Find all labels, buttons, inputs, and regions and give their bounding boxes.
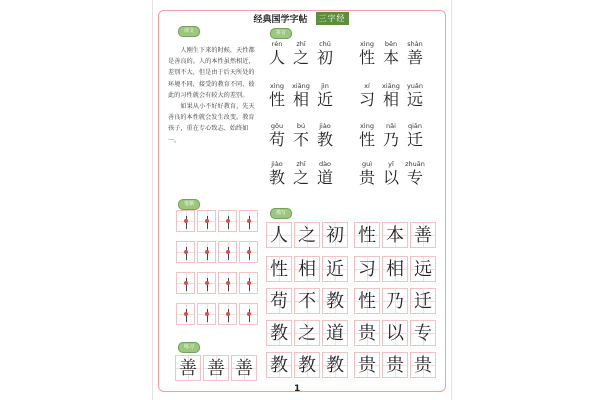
pinyin-cell bbox=[313, 40, 337, 66]
character-text: 本 bbox=[382, 48, 399, 67]
pinyin-text: zhī bbox=[296, 160, 306, 168]
writing-group-right bbox=[354, 288, 436, 314]
stroke-start-dot bbox=[205, 312, 209, 316]
pinyin-text: xìng bbox=[360, 40, 374, 48]
writing-group-left bbox=[266, 352, 348, 378]
pinyin-group-right bbox=[355, 122, 427, 148]
stroke-cell bbox=[197, 210, 216, 232]
character-text: 性 bbox=[358, 48, 375, 67]
pinyin-text: xìng bbox=[360, 122, 374, 130]
repeat-practice-row bbox=[175, 355, 257, 381]
writing-cell: 善 bbox=[203, 355, 229, 381]
writing-cell: 近 bbox=[322, 256, 348, 282]
pinyin-cell bbox=[313, 160, 337, 186]
writing-group-left bbox=[266, 256, 348, 282]
stroke-start-dot bbox=[226, 281, 230, 285]
character-text: 近 bbox=[316, 90, 333, 109]
character-text: 迁 bbox=[406, 130, 423, 149]
pinyin-text: zhī bbox=[296, 40, 306, 48]
writing-cell: 教 bbox=[266, 320, 292, 346]
pinyin-text: xiāng bbox=[292, 82, 310, 90]
pinyin-cell bbox=[403, 160, 427, 186]
pinyin-text: zhuān bbox=[405, 160, 425, 168]
stroke-row bbox=[176, 303, 258, 325]
pinyin-text: jìn bbox=[321, 82, 329, 90]
writing-cell: 迁 bbox=[410, 288, 436, 314]
pinyin-cell bbox=[289, 82, 313, 108]
pinyin-text: chū bbox=[319, 40, 331, 48]
stroke-row bbox=[176, 210, 258, 232]
pinyin-cell bbox=[379, 122, 403, 148]
pinyin-cell bbox=[355, 40, 379, 66]
pinyin-cell bbox=[313, 122, 337, 148]
character-text: 道 bbox=[316, 168, 333, 187]
writing-group-right bbox=[354, 352, 436, 378]
repeat-section-badge: 练习 bbox=[178, 342, 200, 353]
character-text: 苟 bbox=[268, 130, 285, 149]
pinyin-cell bbox=[289, 40, 313, 66]
stroke-cell bbox=[239, 272, 258, 294]
pinyin-cell bbox=[313, 82, 337, 108]
pinyin-cell bbox=[265, 160, 289, 186]
stroke-start-dot bbox=[184, 281, 188, 285]
pinyin-cell bbox=[379, 160, 403, 186]
pinyin-text: qiān bbox=[407, 122, 423, 130]
pinyin-cell bbox=[403, 82, 427, 108]
writing-cell: 贵 bbox=[410, 352, 436, 378]
character-text: 人 bbox=[268, 48, 285, 67]
writing-group-right bbox=[354, 320, 436, 346]
writing-group-left bbox=[266, 222, 348, 248]
stroke-start-dot bbox=[247, 281, 251, 285]
stroke-cell bbox=[239, 303, 258, 325]
stroke-start-dot bbox=[184, 312, 188, 316]
character-text: 远 bbox=[406, 90, 423, 109]
pinyin-text: shàn bbox=[407, 40, 423, 48]
writing-cell: 教 bbox=[322, 288, 348, 314]
pinyin-group-left bbox=[265, 82, 337, 108]
pinyin-text: jiào bbox=[319, 122, 331, 130]
pinyin-cell bbox=[355, 160, 379, 186]
character-text: 之 bbox=[292, 48, 309, 67]
pinyin-group-right bbox=[355, 82, 427, 108]
page-header bbox=[158, 8, 444, 26]
character-text: 乃 bbox=[382, 130, 399, 149]
stroke-cell bbox=[197, 303, 216, 325]
writing-cell: 本 bbox=[382, 222, 408, 248]
character-text: 之 bbox=[292, 168, 309, 187]
copy-section-badge: 描写 bbox=[270, 208, 292, 219]
stroke-row bbox=[176, 241, 258, 263]
book-subtitle: 三字经 bbox=[316, 12, 349, 25]
pinyin-text: xìng bbox=[270, 82, 284, 90]
character-text: 性 bbox=[268, 90, 285, 109]
stroke-cell bbox=[176, 272, 195, 294]
pinyin-text: nǎi bbox=[386, 122, 396, 130]
explanation-paragraph: 如果从小不好好教育，先天善良的本性就会发生改变。教育孩子，重在专心致志、始终如一。 bbox=[168, 103, 255, 144]
writing-cell: 相 bbox=[294, 256, 320, 282]
pinyin-text: xí bbox=[364, 82, 370, 90]
pinyin-cell bbox=[379, 40, 403, 66]
writing-cell: 苟 bbox=[266, 288, 292, 314]
stroke-start-dot bbox=[247, 312, 251, 316]
writing-cell: 贵 bbox=[354, 352, 380, 378]
character-text: 教 bbox=[268, 168, 285, 187]
writing-group-left bbox=[266, 288, 348, 314]
pinyin-text: xiāng bbox=[382, 82, 400, 90]
pinyin-text: dào bbox=[318, 160, 332, 168]
character-text: 善 bbox=[406, 48, 423, 67]
pinyin-text: gǒu bbox=[270, 122, 284, 130]
explanation-text bbox=[168, 45, 258, 146]
pinyin-cell bbox=[289, 122, 313, 148]
stroke-start-dot bbox=[247, 219, 251, 223]
pinyin-text: jiào bbox=[271, 160, 283, 168]
writing-cell: 远 bbox=[410, 256, 436, 282]
stroke-practice-badge: 笔顺 bbox=[178, 199, 200, 210]
pinyin-group-right bbox=[355, 160, 427, 186]
writing-cell: 贵 bbox=[354, 320, 380, 346]
pinyin-cell bbox=[403, 40, 427, 66]
stroke-cell bbox=[218, 241, 237, 263]
writing-cell: 乃 bbox=[382, 288, 408, 314]
writing-cell: 不 bbox=[294, 288, 320, 314]
character-text: 性 bbox=[358, 130, 375, 149]
stroke-cell bbox=[218, 272, 237, 294]
character-text: 教 bbox=[316, 130, 333, 149]
writing-cell: 贵 bbox=[382, 352, 408, 378]
writing-cell: 性 bbox=[354, 222, 380, 248]
stroke-start-dot bbox=[226, 219, 230, 223]
pinyin-text: guì bbox=[361, 160, 373, 168]
writing-cell: 相 bbox=[382, 256, 408, 282]
writing-cell: 习 bbox=[354, 256, 380, 282]
character-text: 贵 bbox=[358, 168, 375, 187]
writing-cell: 善 bbox=[231, 355, 257, 381]
character-text: 相 bbox=[382, 90, 399, 109]
pinyin-group-left bbox=[265, 40, 337, 66]
character-text: 习 bbox=[358, 90, 375, 109]
explanation-paragraph: 人刚生下来的时候，天性都是善良的。人的本性虽然相近，差别不大，但是由于后天所处的环境不同，接受的教育不同，彼此的习性就会有较大的差别。 bbox=[168, 47, 255, 99]
stroke-start-dot bbox=[205, 250, 209, 254]
writing-cell: 之 bbox=[294, 222, 320, 248]
pinyin-cell bbox=[355, 122, 379, 148]
writing-cell: 道 bbox=[322, 320, 348, 346]
stroke-cell bbox=[218, 210, 237, 232]
writing-cell: 以 bbox=[382, 320, 408, 346]
pinyin-cell bbox=[265, 82, 289, 108]
stroke-start-dot bbox=[226, 312, 230, 316]
writing-cell: 性 bbox=[266, 256, 292, 282]
writing-group-right bbox=[354, 222, 436, 248]
pinyin-cell bbox=[355, 82, 379, 108]
stroke-start-dot bbox=[226, 250, 230, 254]
stroke-cell bbox=[197, 272, 216, 294]
pinyin-cell bbox=[265, 40, 289, 66]
book-title: 经典国学字帖 bbox=[253, 15, 308, 25]
pinyin-cell bbox=[379, 82, 403, 108]
page-number: 1 bbox=[294, 384, 301, 394]
writing-cell: 教 bbox=[322, 352, 348, 378]
stroke-start-dot bbox=[205, 219, 209, 223]
stroke-practice-area bbox=[176, 210, 258, 334]
pinyin-text: běn bbox=[384, 40, 398, 48]
character-text: 不 bbox=[292, 130, 309, 149]
stroke-start-dot bbox=[247, 250, 251, 254]
stroke-cell bbox=[176, 241, 195, 263]
writing-cell: 教 bbox=[294, 352, 320, 378]
writing-cell: 性 bbox=[354, 288, 380, 314]
writing-cell: 专 bbox=[410, 320, 436, 346]
stroke-start-dot bbox=[205, 281, 209, 285]
pinyin-group-left bbox=[265, 122, 337, 148]
stroke-cell bbox=[176, 303, 195, 325]
writing-cell: 人 bbox=[266, 222, 292, 248]
character-text: 初 bbox=[316, 48, 333, 67]
stroke-row bbox=[176, 272, 258, 294]
explanation-badge: 译文 bbox=[178, 26, 200, 37]
stroke-start-dot bbox=[184, 250, 188, 254]
pinyin-section-badge: 拼音 bbox=[270, 28, 292, 39]
pinyin-text: yuǎn bbox=[406, 82, 424, 90]
writing-cell: 教 bbox=[266, 352, 292, 378]
writing-cell: 初 bbox=[322, 222, 348, 248]
pinyin-text: yǐ bbox=[388, 160, 394, 168]
writing-cell: 善 bbox=[175, 355, 201, 381]
character-text: 相 bbox=[292, 90, 309, 109]
pinyin-cell bbox=[403, 122, 427, 148]
pinyin-text: bú bbox=[296, 122, 306, 130]
writing-group-right bbox=[354, 256, 436, 282]
pinyin-cell bbox=[265, 122, 289, 148]
writing-group-left bbox=[266, 320, 348, 346]
stroke-cell bbox=[239, 241, 258, 263]
pinyin-text: rén bbox=[271, 40, 283, 48]
pinyin-cell bbox=[289, 160, 313, 186]
stroke-cell bbox=[218, 303, 237, 325]
writing-cell: 善 bbox=[410, 222, 436, 248]
writing-cell: 之 bbox=[294, 320, 320, 346]
character-text: 以 bbox=[382, 168, 399, 187]
pinyin-group-right bbox=[355, 40, 427, 66]
stroke-start-dot bbox=[184, 219, 188, 223]
stroke-cell bbox=[176, 210, 195, 232]
pinyin-group-left bbox=[265, 160, 337, 186]
stroke-cell bbox=[197, 241, 216, 263]
stroke-cell bbox=[239, 210, 258, 232]
character-text: 专 bbox=[406, 168, 423, 187]
